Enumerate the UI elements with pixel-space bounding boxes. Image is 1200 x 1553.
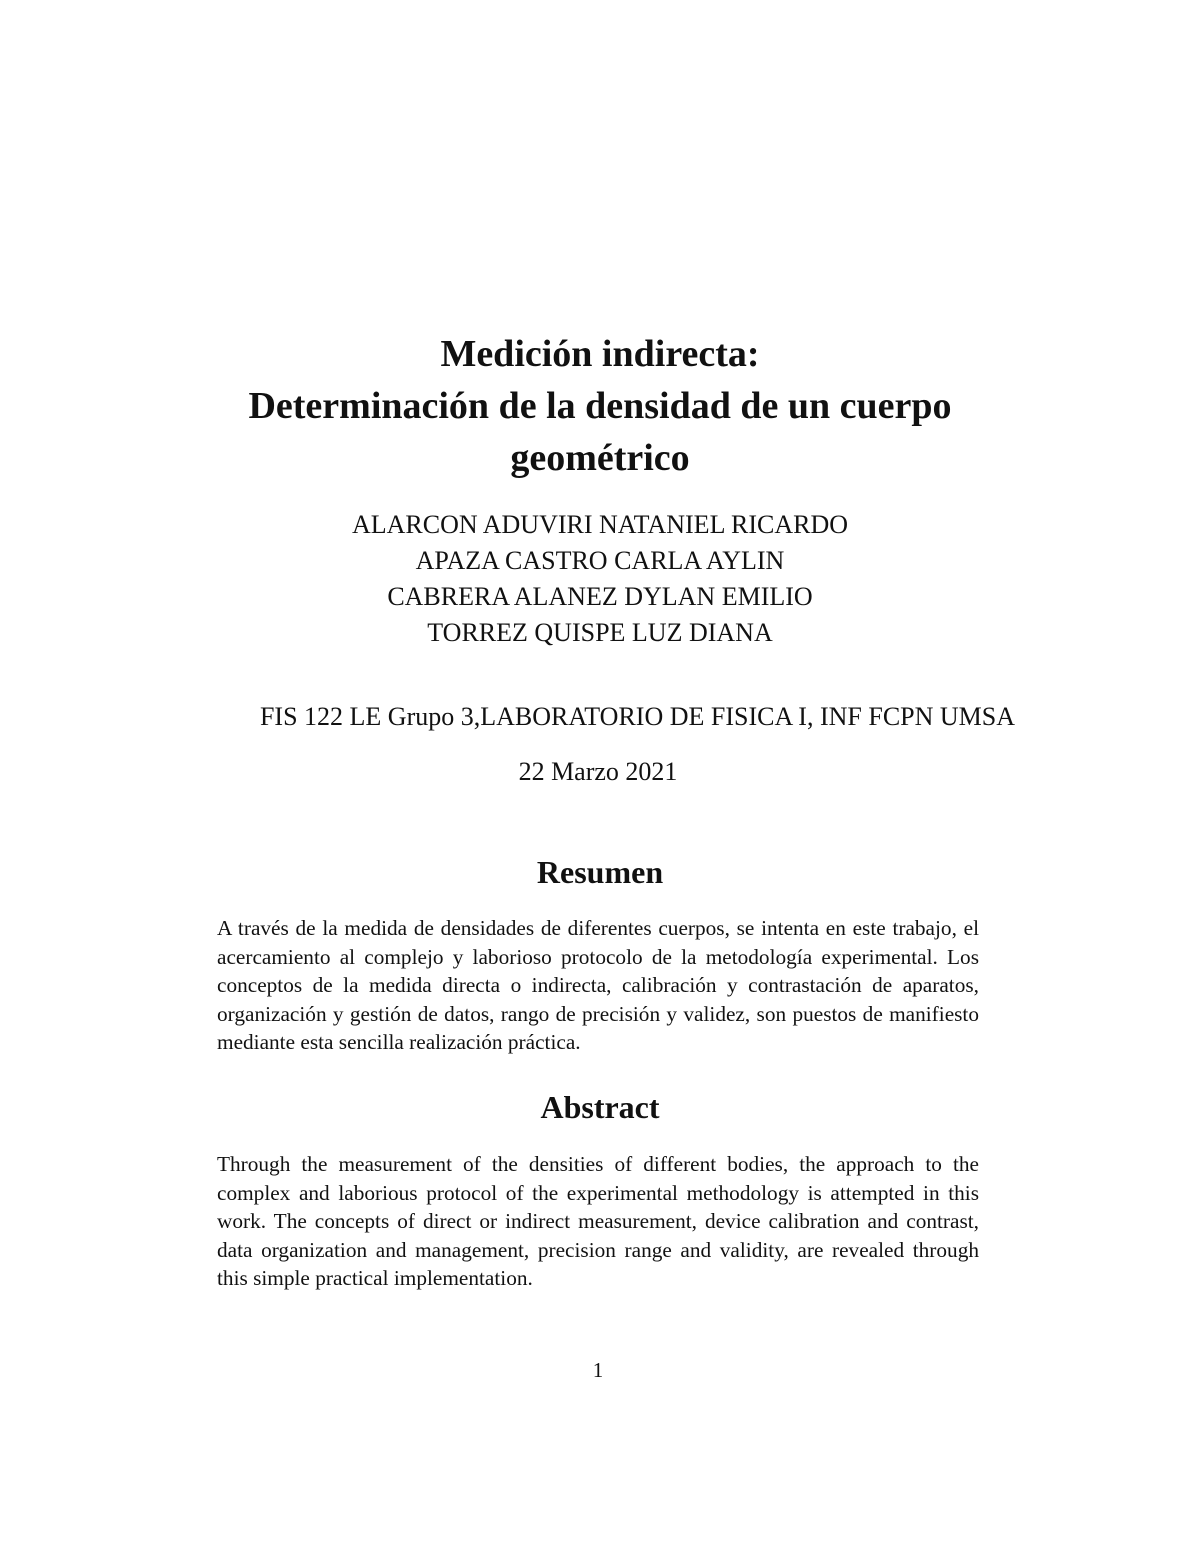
abstract-paragraph: Through the measurement of the densities of different bodies, the approach to the complex and laborious protocol of the experimental methodology is attempted in this work. The concepts of direct or indirect measurement, device calibration and contrast, data organization and management, precision range and validity, are revealed through this simple practical implementation. bbox=[217, 1152, 979, 1291]
title-line-3: geométrico bbox=[510, 437, 690, 479]
author-name: APAZA CASTRO CARLA AYLIN bbox=[415, 546, 785, 575]
abstract-heading: Abstract bbox=[540, 1089, 660, 1125]
resumen-heading: Resumen bbox=[536, 854, 664, 890]
author-name: CABRERA ALANEZ DYLAN EMILIO bbox=[387, 582, 813, 611]
affiliation: FIS 122 LE Grupo 3,LABORATORIO DE FISICA I, INF FCPN UMSA bbox=[259, 702, 1016, 731]
date: 22 Marzo 2021 bbox=[518, 757, 678, 786]
title-line-2: Determinación de la densidad de un cuerpo bbox=[248, 385, 952, 427]
title-line-1: Medición indirecta: bbox=[440, 333, 760, 375]
author-name: TORREZ QUISPE LUZ DIANA bbox=[427, 618, 773, 647]
resumen-paragraph: A través de la medida de densidades de diferentes cuerpos, se intenta en este trabajo, el acercamiento al complejo y laborioso protocolo de la metodología experimental. Los conceptos de la medida directa o indirecta, calibración y contrastación de aparatos, organización y gestión de datos, rango de precisión y validez, son puestos de manifiesto mediante esta sencilla realización práctica. bbox=[217, 916, 979, 1055]
page-number: 1 bbox=[592, 1358, 604, 1382]
author-name: ALARCON ADUVIRI NATANIEL RICARDO bbox=[352, 510, 848, 539]
author-list bbox=[0, 507, 1200, 651]
paper-title bbox=[0, 328, 1200, 484]
